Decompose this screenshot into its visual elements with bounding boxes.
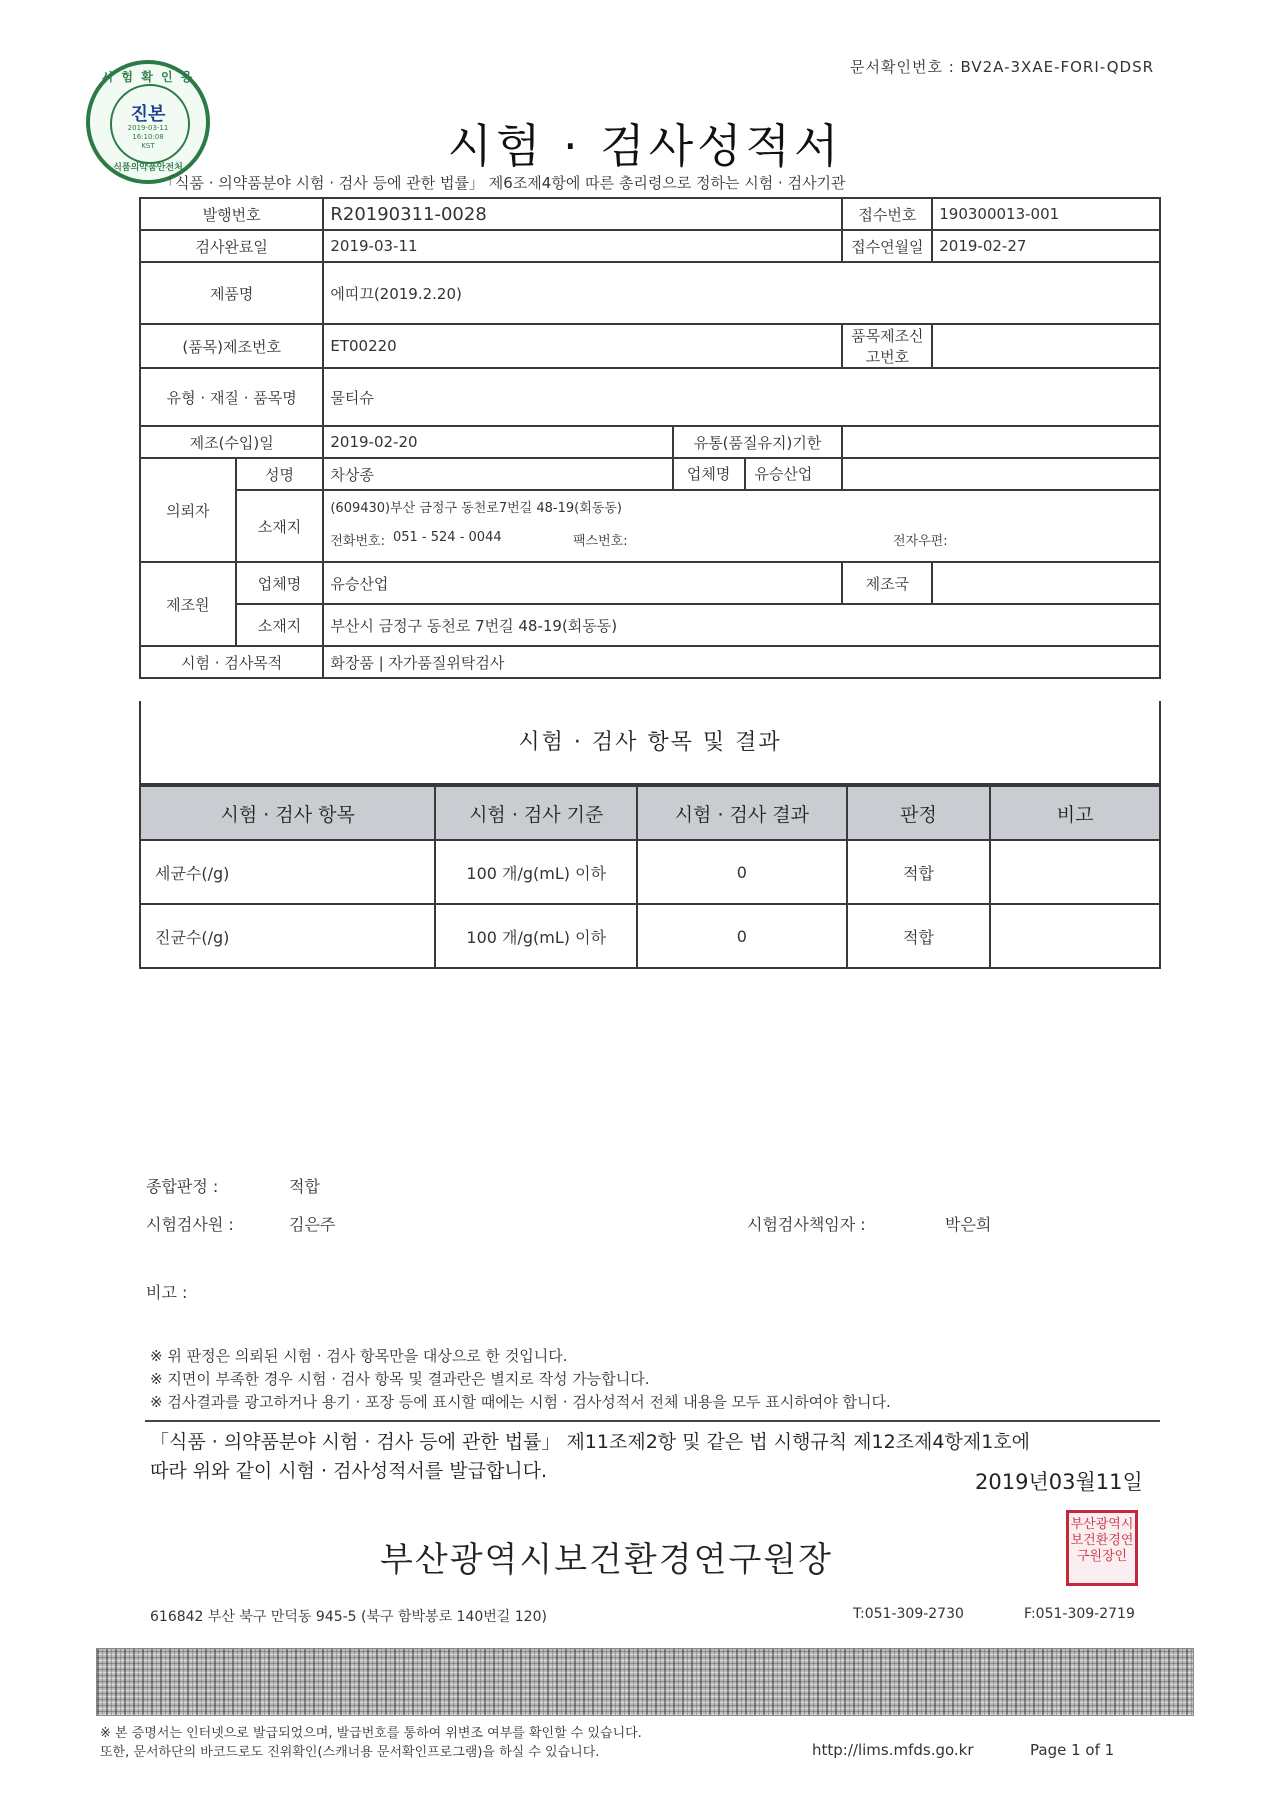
document-subtitle: 「식품 · 의약품분야 시험 · 검사 등에 관한 법률」 제6조제4항에 따른 총리령으로 정하는 시험 · 검사기관 — [160, 174, 846, 192]
mfg-date-label: 제조(수입)일 — [140, 426, 323, 458]
expiry-label: 유통(품질유지)기한 — [673, 426, 843, 458]
test-standard: 100 개/g(mL) 이하 — [435, 904, 637, 968]
maker-addr-label: 소재지 — [236, 604, 324, 646]
footer-line: 또한, 문서하단의 바코드로도 진위확인(스캐너용 문서확인프로그램)을 하실 수 있습니다. — [100, 1745, 600, 1760]
table-row — [140, 840, 1160, 904]
header-result: 시험 · 검사 결과 — [637, 786, 847, 840]
client-company-label: 업체명 — [674, 459, 746, 489]
client-label: 의뢰자 — [140, 458, 236, 562]
receipt-date-label: 접수연월일 — [842, 230, 932, 262]
institute-address: 616842 부산 북구 만덕동 945-5 (북구 함박봉로 140번길 120) — [150, 1609, 547, 1625]
legal-line: 따라 위와 같이 시험 · 검사성적서를 발급합니다. — [150, 1460, 548, 1482]
lot-value: ET00220 — [323, 324, 842, 368]
test-judgement: 적합 — [847, 840, 991, 904]
maker-country-label: 제조국 — [842, 562, 932, 604]
receipt-no-label: 접수번호 — [842, 198, 932, 230]
overall-value: 적합 — [289, 1177, 320, 1196]
client-email-label: 전자우편: — [892, 534, 948, 549]
expiry-value — [842, 426, 1160, 458]
legal-statement — [150, 1428, 1030, 1486]
product-label: 제품명 — [140, 262, 323, 324]
test-result: 0 — [637, 840, 847, 904]
seal-main-text: 진본 — [130, 104, 166, 125]
institute-tel: T:051-309-2730 — [853, 1606, 964, 1622]
seal-bottom-text: 식품의약품안전처 — [113, 163, 183, 173]
table-row — [140, 904, 1160, 968]
client-phone-label: 전화번호: — [330, 534, 385, 549]
header-remark: 비고 — [990, 786, 1160, 840]
document-title: 시험 · 검사성적서 — [447, 119, 843, 173]
mfg-date-value: 2019-02-20 — [323, 426, 672, 458]
complete-date-value: 2019-03-11 — [323, 230, 842, 262]
test-item: 세균수(/g) — [140, 840, 435, 904]
official-stamp: 부산광역시보건환경연구원장인 — [1066, 1510, 1138, 1586]
header-test-item: 시험 · 검사 항목 — [140, 786, 435, 840]
client-company-spacer — [842, 458, 1160, 490]
manager-label: 시험검사책임자 : — [747, 1215, 866, 1234]
issue-no-label: 발행번호 — [140, 198, 323, 230]
complete-date-label: 검사완료일 — [140, 230, 323, 262]
test-standard: 100 개/g(mL) 이하 — [435, 840, 637, 904]
note-line: ※ 위 판정은 의뢰된 시험 · 검사 항목만을 대상으로 한 것입니다. — [150, 1347, 568, 1365]
maker-country-value — [932, 562, 1160, 604]
results-header-row — [140, 786, 1160, 840]
receipt-date-value: 2019-02-27 — [932, 230, 1160, 262]
purpose-value: 화장품 | 자가품질위탁검사 — [323, 646, 1160, 678]
client-contact-row — [330, 530, 1153, 549]
test-judgement: 적합 — [847, 904, 991, 968]
client-company-value: 유승산업 — [754, 465, 813, 483]
note-line: ※ 지면이 부족한 경우 시험 · 검사 항목 및 결과란은 별지로 작성 가능합니다. — [150, 1370, 650, 1388]
client-fax-label: 팩스번호: — [572, 534, 628, 549]
maker-company-value: 유승산업 — [323, 562, 842, 604]
footer-url: http://lims.mfds.go.kr — [812, 1741, 974, 1759]
lot-label: (품목)제조번호 — [140, 324, 323, 368]
header-judgement: 판정 — [847, 786, 991, 840]
legal-line: 「식품 · 의약품분야 시험 · 검사 등에 관한 법률」 제11조제2항 및 같은 법 시행규칙 제12조제4항제1호에 — [150, 1431, 1030, 1453]
test-result: 0 — [637, 904, 847, 968]
tester-label: 시험검사원 : — [146, 1215, 234, 1234]
type-label: 유형 · 재질 · 품목명 — [140, 368, 323, 426]
divider — [145, 1420, 1160, 1422]
client-addr-label: 소재지 — [236, 490, 324, 562]
client-phone-value: 051 - 524 - 0044 — [392, 530, 502, 545]
type-value: 물티슈 — [323, 368, 1160, 426]
client-name-value: 차상종 — [323, 458, 672, 490]
institute-fax: F:051-309-2719 — [1024, 1606, 1135, 1622]
issuer-name: 부산광역시보건환경연구원장 — [380, 1540, 833, 1580]
maker-company-label: 업체명 — [236, 562, 324, 604]
receipt-no-value: 190300013-001 — [932, 198, 1160, 230]
header-standard: 시험 · 검사 기준 — [435, 786, 637, 840]
remark-label: 비고 : — [146, 1283, 188, 1302]
purpose-label: 시험 · 검사목적 — [140, 646, 323, 678]
client-name-label: 성명 — [236, 458, 324, 490]
notes — [150, 1345, 891, 1414]
page-indicator: Page 1 of 1 — [1030, 1741, 1115, 1759]
tester-value: 김은주 — [289, 1215, 336, 1234]
seal-top-text: 시 험 확 인 용 — [101, 70, 195, 84]
overall-label: 종합판정 : — [146, 1177, 219, 1196]
seal-date-text: 2019-03-11 16:10:08 KST — [127, 124, 169, 150]
document-confirm-number: 문서확인번호 : BV2A-3XAE-FORI-QDSR — [850, 58, 1155, 76]
maker-addr-value: 부산시 금정구 동천로 7번길 48-19(회동동) — [323, 604, 1160, 646]
verification-barcode — [96, 1648, 1194, 1716]
footer-line: ※ 본 증명서는 인터넷으로 발급되었으며, 발급번호를 통하여 위변조 여부를 확인할 수 있습니다. — [100, 1726, 642, 1741]
issue-no-value: R20190311-0028 — [323, 198, 842, 230]
issue-date: 2019년03월11일 — [975, 1470, 1143, 1494]
note-line: ※ 검사결과를 광고하거나 용기 · 포장 등에 표시할 때에는 시험 · 검사성적서 전체 내용을 모두 표시하여야 합니다. — [150, 1393, 891, 1411]
product-value: 에띠끄(2019.2.20) — [323, 262, 1160, 324]
maker-label: 제조원 — [140, 562, 236, 646]
manager-value: 박은희 — [945, 1215, 992, 1234]
test-remark — [990, 904, 1160, 968]
info-table — [139, 197, 1161, 679]
report-no-label: 품목제조신고번호 — [842, 324, 932, 368]
client-addr-cell — [323, 490, 1160, 562]
results-section-title: 시험 · 검사 항목 및 결과 — [139, 701, 1161, 785]
client-addr-value: (609430)부산 금정구 동천로7번길 48-19(회동동) — [330, 501, 622, 516]
footer-notice — [100, 1724, 642, 1762]
test-item: 진균수(/g) — [140, 904, 435, 968]
report-no-value — [932, 324, 1160, 368]
client-company-cell — [673, 458, 843, 490]
test-remark — [990, 840, 1160, 904]
results-table — [139, 785, 1161, 969]
